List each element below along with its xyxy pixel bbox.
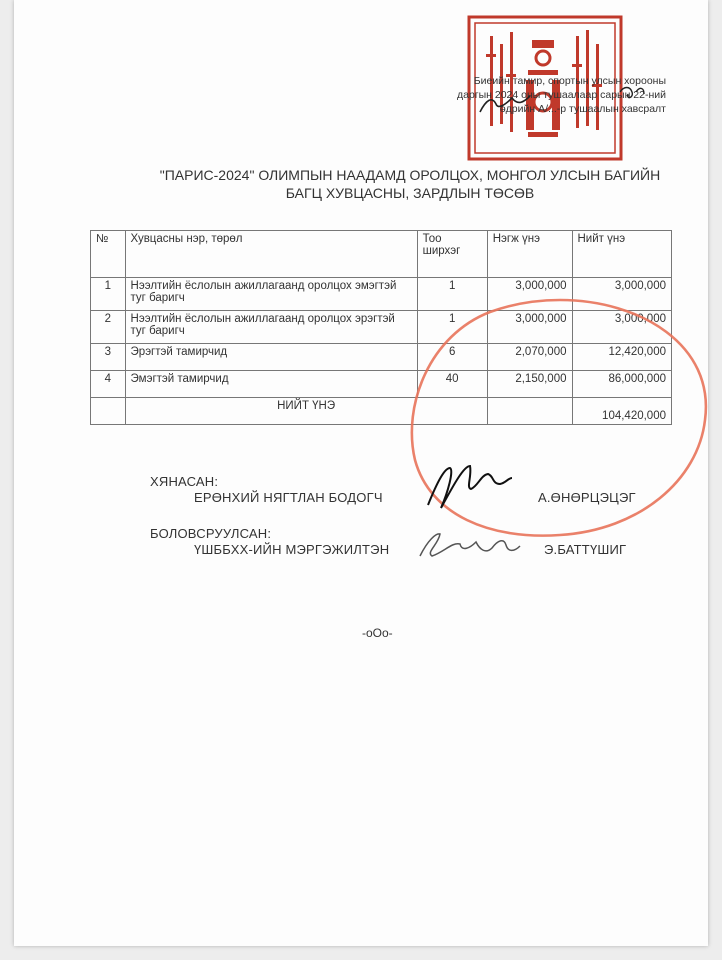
approval-line-2: даргын 2024 оны тушаалаар сарын 22-ний (456, 89, 666, 101)
row-name: Эмэгтэй тамирчид (125, 371, 417, 398)
approval-line-1: Биеийн тамир, спортын улсын хорооны (473, 75, 666, 87)
checked-label: ХЯНАСАН: (150, 474, 219, 489)
row-name: Эрэгтэй тамирчид (125, 344, 417, 371)
approval-note (426, 74, 666, 116)
title-line-2: БАГЦ ХУВЦАСНЫ, ЗАРДЛЫН ТӨСӨВ (285, 185, 535, 201)
row-total-price: 12,420,000 (572, 344, 672, 371)
row-qty: 1 (417, 311, 487, 344)
row-unit-price: 2,070,000 (487, 344, 572, 371)
table-row (91, 278, 672, 311)
budget-table (90, 230, 672, 425)
header-name: Хувцасны нэр, төрөл (125, 231, 417, 278)
row-name: Нээлтийн ёслолын ажиллагаанд оролцох эрэгтэй туг баригч (125, 311, 417, 344)
document-title (150, 166, 670, 202)
prepared-label: БОЛОВСРУУЛСАН: (150, 526, 272, 541)
total-label: НИЙТ ҮНЭ (125, 398, 487, 425)
approval-line-3: өдрийн A/...-р тушаалын хавсралт (499, 103, 666, 115)
prepared-name: Э.БАТТҮШИГ (544, 542, 627, 557)
title-line-1: "ПАРИС-2024" ОЛИМПЫН НААДАМД ОРОЛЦОХ, МОНГОЛ УЛСЫН БАГИЙН (159, 167, 661, 183)
row-name: Нээлтийн ёслолын ажиллагаанд оролцох эмэгтэй туг баригч (125, 278, 417, 311)
header-total-price: Нийт үнэ (572, 231, 672, 278)
checked-name: А.ӨНӨРЦЭЦЭГ (538, 490, 636, 505)
table-total-row (91, 398, 672, 425)
checked-position: ЕРӨНХИЙ НЯГТЛАН БОДОГЧ (194, 490, 383, 505)
row-no: 3 (91, 344, 126, 371)
row-qty: 40 (417, 371, 487, 398)
row-total-price: 3,000,000 (572, 278, 672, 311)
table-row (91, 371, 672, 398)
table-header-row (91, 231, 672, 278)
prepared-position: ҮШББХХ-ИЙН МЭРГЭЖИЛТЭН (194, 542, 390, 557)
header-no: № (91, 231, 126, 278)
header-qty: Тоо ширхэг (417, 231, 487, 278)
row-qty: 1 (417, 278, 487, 311)
row-unit-price: 3,000,000 (487, 278, 572, 311)
grand-total: 104,420,000 (572, 398, 672, 425)
row-unit-price: 3,000,000 (487, 311, 572, 344)
row-qty: 6 (417, 344, 487, 371)
row-no: 4 (91, 371, 126, 398)
end-mark: -oOo- (362, 626, 393, 640)
total-empty-cell (91, 398, 126, 425)
table-row (91, 344, 672, 371)
row-total-price: 86,000,000 (572, 371, 672, 398)
row-no: 1 (91, 278, 126, 311)
row-no: 2 (91, 311, 126, 344)
table-row (91, 311, 672, 344)
row-unit-price: 2,150,000 (487, 371, 572, 398)
total-empty-cell (487, 398, 572, 425)
header-unit-price: Нэгж үнэ (487, 231, 572, 278)
row-total-price: 3,000,000 (572, 311, 672, 344)
